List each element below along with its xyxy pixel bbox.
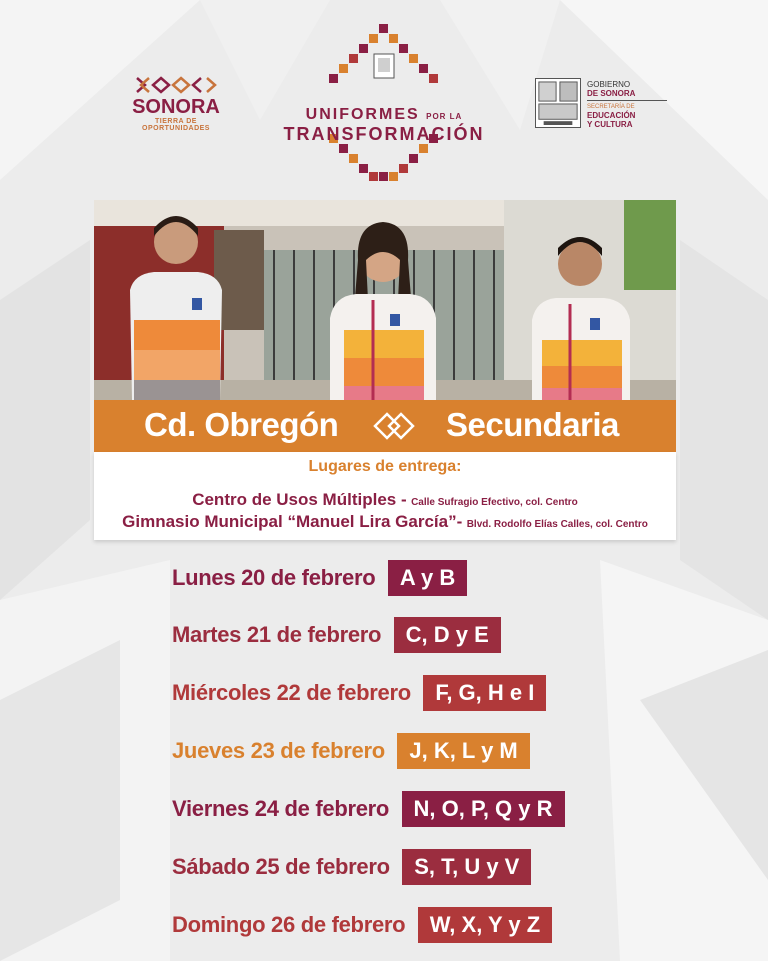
students-photo [94,200,676,400]
schedule-letters-badge: W, X, Y y Z [418,907,552,943]
schedule-date: Lunes 20 de febrero [172,565,376,590]
gov-line3: SECRETARÍA DE [587,104,635,110]
students-illustration [94,200,676,400]
schedule-row [172,558,467,598]
schedule-date: Sábado 25 de febrero [172,854,390,879]
gov-line4: EDUCACIÓN [587,111,636,120]
place-name: Centro de Usos Múltiples - [192,490,407,509]
place-item [94,512,676,532]
places-title: Lugares de entrega: [308,458,462,475]
place-item [94,490,676,510]
state-crest-icon [535,78,581,128]
diamond-pixel-icon [270,22,498,182]
schedule-date: Martes 21 de febrero [172,622,382,647]
schedule-letters-badge: J, K, L y M [397,733,529,769]
government-logo [535,78,665,130]
schedule-date: Viernes 24 de febrero [172,796,390,821]
schedule-row [172,615,501,655]
sonora-logo [120,74,232,134]
campaign-word-por-la: POR LA [426,112,463,121]
schedule-letters-badge: A y B [388,560,467,596]
delivery-places-panel [94,452,676,540]
campaign-word-uniformes: UNIFORMES [305,106,420,123]
city-level-banner [94,400,676,452]
schedule-row [172,905,552,945]
sonora-mark-icon [131,74,221,96]
place-address: Blvd. Rodolfo Elías Calles, col. Centro [466,519,648,530]
place-address: Calle Sufragio Efectivo, col. Centro [411,497,578,508]
schedule-row [172,789,565,829]
schedule-letters-badge: C, D y E [394,617,501,653]
sonora-tagline: TIERRA DE OPORTUNIDADES [142,118,210,132]
campaign-line2: TRANSFORMACIÓN [283,124,485,144]
schedule-letters-badge: S, T, U y V [402,849,531,885]
campaign-line1 [270,106,498,124]
schedule-row [172,673,546,713]
place-name: Gimnasio Municipal “Manuel Lira García”- [122,512,463,531]
schedule-letters-badge: N, O, P, Q y R [402,791,565,827]
gov-line1: GOBIERNO [587,80,631,89]
school-level: Secundaria [446,406,619,443]
double-diamond-icon [373,410,415,442]
schedule-row [172,847,531,887]
city-name: Cd. Obregón [144,406,339,443]
gov-line2: DE SONORA [587,89,667,101]
schedule-date: Miércoles 22 de febrero [172,680,411,705]
campaign-logo [270,22,498,182]
government-text [587,80,667,129]
sonora-wordmark: SONORA [132,96,220,118]
schedule-letters-badge: F, G, H e I [423,675,546,711]
schedule-date: Domingo 26 de febrero [172,912,406,937]
schedule-row [172,731,530,771]
schedule-date: Jueves 23 de febrero [172,738,385,763]
gov-line5: Y CULTURA [587,120,633,129]
